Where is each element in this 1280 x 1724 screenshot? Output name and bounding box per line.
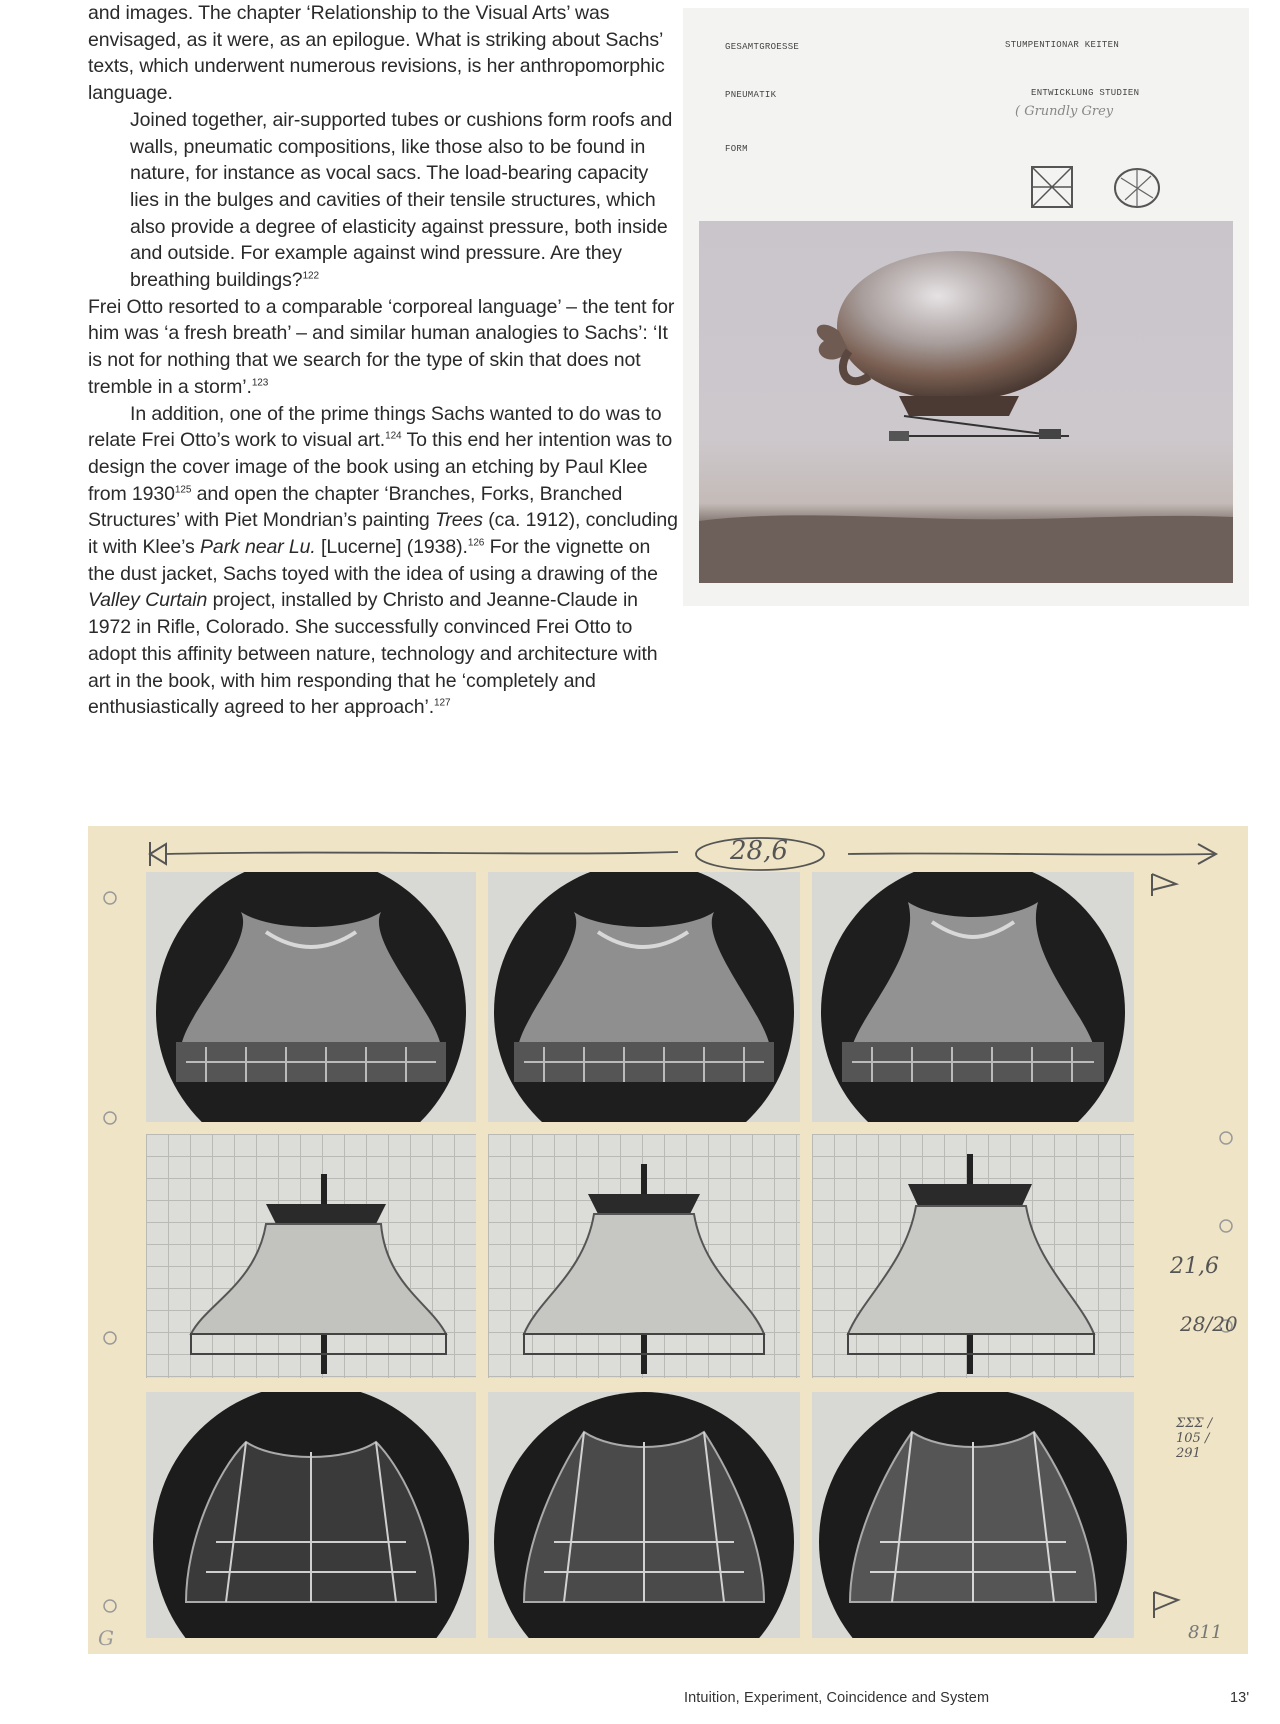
paragraph-text: and open the chapter ‘Branches, Forks, Branched Structures’ with Piet Mondrian’s painting <box>88 482 623 532</box>
corner-mark: 811 <box>1188 1622 1223 1643</box>
photo-cell <box>488 1392 800 1638</box>
card-label: GESAMTGROESSE <box>725 42 800 52</box>
photo-cell <box>812 1392 1134 1638</box>
margin-note: 21,6 <box>1170 1254 1219 1279</box>
paragraph-text: (ca. 1912), concluding it with Klee’s <box>88 509 678 559</box>
suspended-membrane-photo <box>812 1134 1134 1378</box>
paragraph-text: For the vignette on the dust jacket, Sachs toyed with the idea of using a drawing of the <box>88 536 658 585</box>
paragraph-text: [Lucerne] (1938). <box>315 536 468 559</box>
dimension-arrow-icon <box>148 834 1228 874</box>
footnote-ref: 125 <box>174 484 192 496</box>
paragraph-intro: and images. The chapter ‘Relationship to the Visual Arts’ was envisaged, as it were, as an epilogue. What is striking about Sachs’ texts, which underwent numerous revisions, is her anthropomorphic language. <box>88 2 665 105</box>
card-label: ENTWICKLUNG STUDIEN <box>1031 88 1140 98</box>
page-number: 13' <box>1230 1690 1250 1706</box>
article-text <box>88 0 680 721</box>
paragraph-visual-art <box>88 401 680 721</box>
margin-note: 28/20 <box>1180 1312 1238 1336</box>
card-label: STUMPENTIONAR KEITEN <box>1005 40 1120 50</box>
suspended-membrane-photo <box>488 1134 800 1378</box>
pneumatic-model-photo <box>146 872 476 1122</box>
photo-cell <box>488 872 800 1122</box>
photo-cell <box>812 872 1134 1122</box>
archive-card <box>683 8 1249 606</box>
paragraph-corporeal-language <box>88 294 680 401</box>
block-quote <box>88 107 680 294</box>
circle-sketch-icon <box>1111 164 1163 212</box>
pneumatic-model-photo <box>488 1392 800 1638</box>
pneumatic-model-photo <box>812 872 1134 1122</box>
crossed-box-sketch-icon <box>1027 162 1077 212</box>
paragraph-text: To this end her intention was to design the cover image of the book using an etching by Paul Klee from 1930 <box>88 429 673 505</box>
punch-hole-icon <box>98 886 122 1626</box>
contact-sheet <box>88 826 1248 1654</box>
footnote-ref: 123 <box>251 377 269 389</box>
suspended-membrane-photo <box>146 1134 476 1378</box>
photo-cell <box>146 1134 476 1378</box>
footnote-ref: 124 <box>385 430 402 442</box>
card-label: FORM <box>725 144 748 154</box>
footnote-ref: 127 <box>434 697 451 709</box>
flag-mark-icon <box>1146 870 1186 900</box>
airship-photo <box>699 221 1233 583</box>
artwork-title: Valley Curtain <box>88 589 208 612</box>
card-label: PNEUMATIK <box>725 90 777 100</box>
footnote-ref: 126 <box>467 537 485 549</box>
paragraph-text: In addition, one of the prime things Sachs wanted to do was to relate Frei Otto’s work to visual art. <box>88 402 662 452</box>
paragraph-text: Frei Otto resorted to a comparable ‘corporeal language’ – the tent for him was ‘a fresh breath’ – and similar human analogies to Sachs’: ‘It is not for nothing that we search for the type of skin that does not tremble in a storm’. <box>88 295 675 398</box>
running-title: Intuition, Experiment, Coincidence and System <box>684 1690 990 1706</box>
photo-cell <box>812 1134 1134 1378</box>
airship-illustration <box>699 221 1233 583</box>
pneumatic-model-photo <box>812 1392 1134 1638</box>
block-quote-text: Joined together, air-supported tubes or cushions form roofs and walls, pneumatic compositions, like those also to be found in nature, for instance as vocal sacs. The load-bearing capacity lies in the bulges and cavities of their tensile structures, which also provide a degree of elasticity against pressure, both inside and outside. For example against wind pressure. Are they breathing buildings? <box>130 108 673 292</box>
pneumatic-model-photo <box>146 1392 476 1638</box>
pneumatic-model-photo <box>488 872 800 1122</box>
paragraph-text: project, installed by Christo and Jeanne-Claude in 1972 in Rifle, Colorado. She successfully convinced Frei Otto to adopt this affinity between nature, technology and architecture with art in the book, with him responding that he ‘completely and enthusiastically agreed to her approach’. <box>88 589 658 719</box>
footnote-ref: 122 <box>302 270 319 282</box>
photo-cell <box>146 1392 476 1638</box>
card-handwriting: ( Grundly Grey <box>1015 104 1114 119</box>
photo-cell <box>146 872 476 1122</box>
artwork-title: Trees <box>434 509 483 532</box>
flag-mark-icon <box>1148 1588 1188 1628</box>
dimension-label: 28,6 <box>730 836 788 866</box>
margin-note: ΣΣΣ / 105 / 291 <box>1176 1416 1213 1461</box>
photo-cell <box>488 1134 800 1378</box>
artwork-title: Park near Lu. <box>199 536 316 559</box>
corner-mark: G <box>98 1626 114 1650</box>
